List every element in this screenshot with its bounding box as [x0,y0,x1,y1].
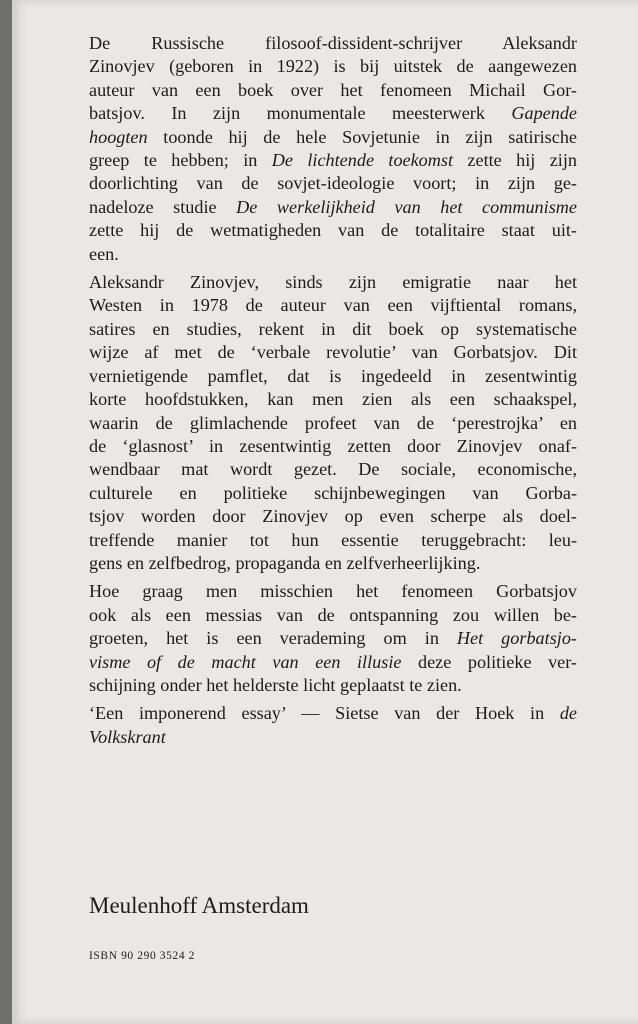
text-line [89,627,577,650]
text-run: ‘Een imponerend essay’ — Sietse van der Hoek in [89,703,560,724]
text-run: Westen in 1978 de auteur van een vijftiental romans, [89,295,577,316]
text-line [89,412,577,435]
text-line [89,482,577,505]
text-line [89,126,577,149]
text-run: ook als een messias van de ontspanning zou willen be- [89,604,577,625]
italic-title: Volkskrant [89,726,166,747]
text-line [89,529,577,552]
italic-title: hoogten [89,126,148,147]
text-line [89,388,577,411]
text-run: groeten, het is een verademing om in [89,628,457,649]
text-line [89,604,577,627]
text-line [89,172,577,195]
text-line [89,79,577,102]
text-run: korte hoofdstukken, kan men zien als een schaakspel, [89,389,577,410]
text-run: greep te hebben; in [89,150,272,171]
text-run: gens en zelfbedrog, propaganda en zelfverheerlijking. [89,552,481,573]
text-run: batsjov. In zijn monumentale meesterwerk [89,103,512,124]
text-run: De Russische filosoof-dissident-schrijver Aleksandr [89,33,577,53]
text-line [89,196,577,219]
text-run: nadeloze studie [89,196,237,217]
text-line [89,32,577,55]
text-run: zette hij de wetmatigheden van de totalitaire staat uit- [89,220,577,241]
text-run: deze politieke ver- [401,651,577,672]
text-run: doorlichting van de sovjet-ideologie voort; in zijn ge- [89,173,577,194]
blurb-paragraph [89,32,577,266]
text-run: Aleksandr Zinovjev, sinds zijn emigratie naar het [89,272,577,293]
book-back-cover [12,0,638,1024]
text-line [89,271,577,294]
text-run: wendbaar mat wordt gezet. De sociale, economische, [89,459,577,480]
blurb-text [89,32,577,749]
italic-title: Gapende [511,103,577,124]
text-run: wijze af met de ‘verbale revolutie’ van Gorbatsjov. Dit [89,342,577,363]
blurb-paragraph [89,580,577,697]
text-run: treffende manier tot hun essentie teruggebracht: leu- [89,529,577,550]
text-line [89,341,577,364]
text-run: Zinovjev (geboren in 1922) is bij uitstek de aangewezen [89,56,577,77]
text-run: satires en studies, rekent in dit boek op systematische [89,318,577,339]
text-line [89,318,577,341]
text-line [89,435,577,458]
publisher-name: Meulenhoff Amsterdam [89,893,309,918]
text-line [89,674,577,697]
italic-title: De werkelijkheid van het communisme [236,196,577,217]
blurb-paragraph [89,271,577,575]
text-run: toonde hij de hele Sovjetunie in zijn satirische [147,126,577,147]
text-run: schijning onder het helderste licht geplaatst te zien. [89,674,462,695]
text-line [89,651,577,674]
blurb-paragraph [89,702,577,749]
text-run: vernietigende pamflet, dat is ingedeeld in zesentwintig [89,365,577,386]
text-line [89,149,577,172]
text-run: auteur van een boek over het fenomeen Michail Gor- [89,79,577,100]
text-run: Hoe graag men misschien het fenomeen Gorbatsjov [89,581,577,602]
text-line [89,726,577,749]
italic-title: visme of de macht van een illusie [89,651,402,672]
text-line [89,552,577,575]
text-run: waarin de glimlachende profeet van de ‘perestrojka’ en [89,412,577,433]
text-run: een. [89,243,119,264]
text-line [89,102,577,125]
italic-title: de [559,703,577,724]
text-line [89,458,577,481]
text-run: zette hij zijn [453,150,577,171]
text-line [89,219,577,242]
text-run: de ‘glasnost’ in zesentwintig zetten door Zinovjev onaf- [89,435,577,456]
text-line [89,365,577,388]
text-line [89,243,577,266]
text-line [89,55,577,78]
text-line [89,505,577,528]
isbn-number: ISBN 90 290 3524 2 [89,950,196,962]
text-line [89,580,577,603]
italic-title: De lichtende toekomst [271,150,454,171]
text-line [89,294,577,317]
italic-title: Het gorbatsjo- [456,628,577,649]
text-run: tsjov worden door Zinovjev op even scherpe als doel- [89,506,577,527]
text-line [89,702,577,725]
text-run: culturele en politieke schijnbewegingen van Gorba- [89,482,577,503]
